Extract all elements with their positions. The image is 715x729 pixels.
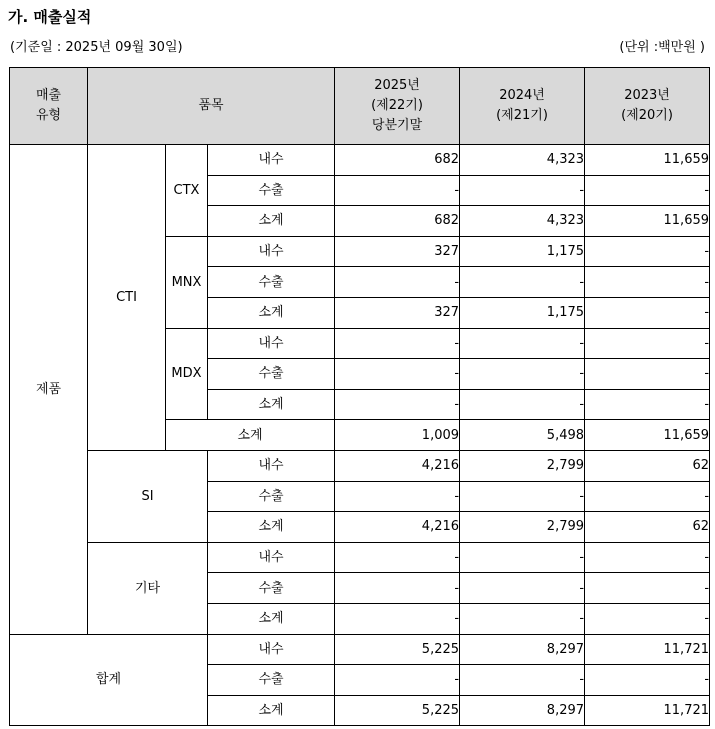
value-cell: 1,175 bbox=[460, 297, 585, 328]
value-cell: 682 bbox=[335, 206, 460, 237]
value-cell: 8,297 bbox=[460, 695, 585, 726]
value-cell: 11,659 bbox=[585, 145, 710, 176]
value-cell: 4,323 bbox=[460, 206, 585, 237]
value-cell: 4,323 bbox=[460, 145, 585, 176]
value-cell: 1,009 bbox=[335, 420, 460, 451]
table-row bbox=[10, 634, 710, 665]
total-label: 합계 bbox=[10, 634, 208, 726]
header-2024: 2024년 (제21기) bbox=[460, 68, 585, 145]
value-cell: - bbox=[585, 236, 710, 267]
value-cell: - bbox=[585, 328, 710, 359]
value-cell: - bbox=[460, 359, 585, 390]
row-label-export: 수출 bbox=[208, 665, 335, 696]
item-mnx: MNX bbox=[166, 236, 208, 328]
header-2025: 2025년 (제22기) 당분기말 bbox=[335, 68, 460, 145]
value-cell: - bbox=[335, 328, 460, 359]
value-cell: 5,225 bbox=[335, 634, 460, 665]
header-2023: 2023년 (제20기) bbox=[585, 68, 710, 145]
header-item: 품목 bbox=[88, 68, 335, 145]
row-label-export: 수출 bbox=[208, 267, 335, 298]
row-label-export: 수출 bbox=[208, 175, 335, 206]
value-cell: - bbox=[460, 389, 585, 420]
value-cell: - bbox=[585, 359, 710, 390]
value-cell: - bbox=[335, 359, 460, 390]
row-label-subtotal: 소계 bbox=[208, 389, 335, 420]
value-cell: - bbox=[585, 573, 710, 604]
row-label-domestic: 내수 bbox=[208, 328, 335, 359]
value-cell: - bbox=[585, 297, 710, 328]
value-cell: - bbox=[585, 267, 710, 298]
row-label-domestic: 내수 bbox=[208, 145, 335, 176]
value-cell: - bbox=[460, 603, 585, 634]
value-cell: - bbox=[460, 175, 585, 206]
value-cell: - bbox=[335, 542, 460, 573]
value-cell: - bbox=[460, 542, 585, 573]
value-cell: 327 bbox=[335, 236, 460, 267]
value-cell: - bbox=[335, 603, 460, 634]
type-product: 제품 bbox=[10, 145, 88, 635]
header-sales-type: 매출 유형 bbox=[10, 68, 88, 145]
value-cell: 5,498 bbox=[460, 420, 585, 451]
value-cell: - bbox=[460, 267, 585, 298]
value-cell: 327 bbox=[335, 297, 460, 328]
row-label-export: 수출 bbox=[208, 481, 335, 512]
value-cell: - bbox=[585, 665, 710, 696]
category-si: SI bbox=[88, 450, 208, 542]
value-cell: 2,799 bbox=[460, 512, 585, 543]
unit-label: (단위 :백만원 ) bbox=[619, 40, 705, 55]
value-cell: 8,297 bbox=[460, 634, 585, 665]
table-row bbox=[10, 450, 710, 481]
value-cell: 4,216 bbox=[335, 450, 460, 481]
row-label-domestic: 내수 bbox=[208, 236, 335, 267]
row-label-subtotal: 소계 bbox=[208, 603, 335, 634]
value-cell: - bbox=[335, 175, 460, 206]
base-date: (기준일 : 2025년 09월 30일) bbox=[10, 40, 183, 55]
value-cell: - bbox=[585, 175, 710, 206]
value-cell: - bbox=[585, 389, 710, 420]
row-label-domestic: 내수 bbox=[208, 542, 335, 573]
value-cell: - bbox=[335, 481, 460, 512]
category-other: 기타 bbox=[88, 542, 208, 634]
value-cell: - bbox=[585, 603, 710, 634]
header-row bbox=[10, 68, 710, 145]
value-cell: - bbox=[460, 573, 585, 604]
value-cell: 62 bbox=[585, 450, 710, 481]
value-cell: 62 bbox=[585, 512, 710, 543]
value-cell: 11,721 bbox=[585, 695, 710, 726]
row-label-subtotal: 소계 bbox=[208, 206, 335, 237]
item-ctx: CTX bbox=[166, 145, 208, 237]
value-cell: 2,799 bbox=[460, 450, 585, 481]
table-row bbox=[10, 145, 710, 176]
value-cell: - bbox=[460, 481, 585, 512]
value-cell: - bbox=[335, 389, 460, 420]
value-cell: 1,175 bbox=[460, 236, 585, 267]
value-cell: 11,721 bbox=[585, 634, 710, 665]
value-cell: 11,659 bbox=[585, 420, 710, 451]
row-label-domestic: 내수 bbox=[208, 450, 335, 481]
value-cell: - bbox=[335, 665, 460, 696]
value-cell: - bbox=[335, 573, 460, 604]
value-cell: 682 bbox=[335, 145, 460, 176]
value-cell: - bbox=[585, 542, 710, 573]
section-title: 가. 매출실적 bbox=[8, 8, 92, 26]
value-cell: - bbox=[585, 481, 710, 512]
row-label-subtotal: 소계 bbox=[208, 297, 335, 328]
row-label-domestic: 내수 bbox=[208, 634, 335, 665]
value-cell: - bbox=[460, 328, 585, 359]
item-mdx: MDX bbox=[166, 328, 208, 420]
row-label-export: 수출 bbox=[208, 573, 335, 604]
table-row bbox=[10, 542, 710, 573]
row-label-subtotal: 소계 bbox=[208, 695, 335, 726]
value-cell: 11,659 bbox=[585, 206, 710, 237]
row-label-cti-subtotal: 소계 bbox=[166, 420, 335, 451]
value-cell: 4,216 bbox=[335, 512, 460, 543]
value-cell: - bbox=[460, 665, 585, 696]
value-cell: - bbox=[335, 267, 460, 298]
row-label-export: 수출 bbox=[208, 359, 335, 390]
value-cell: 5,225 bbox=[335, 695, 460, 726]
row-label-subtotal: 소계 bbox=[208, 512, 335, 543]
sales-performance-table bbox=[9, 67, 710, 726]
category-cti: CTI bbox=[88, 145, 166, 451]
